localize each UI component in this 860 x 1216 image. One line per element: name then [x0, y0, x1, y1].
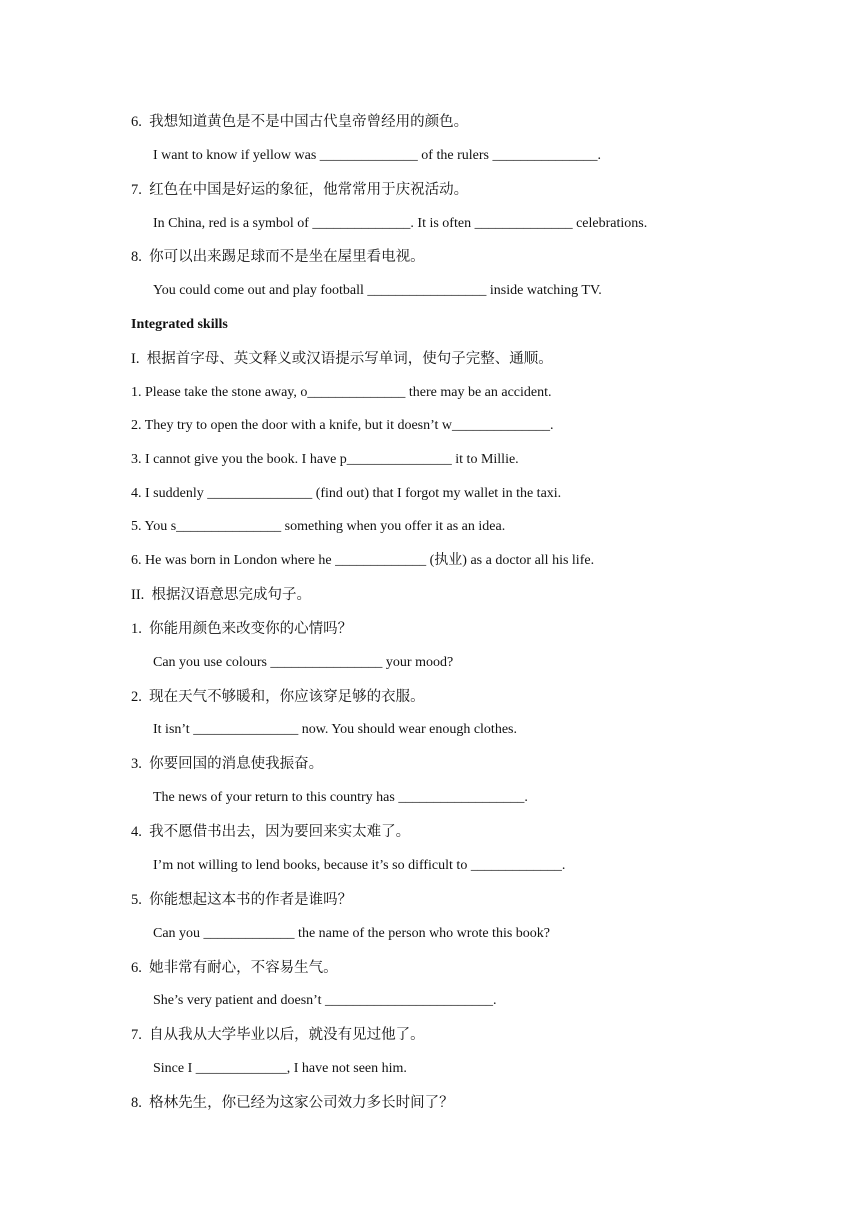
- question-6-chinese: 6. 我想知道黄色是不是中国古代皇帝曾经用的颜色。: [131, 114, 469, 130]
- section2-item-8-chinese: 8. 格林先生，你已经为这家公司效力多长时间了？: [131, 1095, 454, 1111]
- section1-item-1: 1. Please take the stone away, o______________ there may be an accident.: [131, 385, 552, 400]
- section1-item-2: 2. They try to open the door with a knife, but it doesn’t w______________.: [131, 418, 554, 433]
- question-7-chinese: 7. 红色在中国是好运的象征，他常常用于庆祝活动。: [131, 182, 469, 198]
- section-title: Integrated skills: [131, 317, 228, 332]
- section2-item-2-english: It isn’t _______________ now. You should wear enough clothes.: [153, 722, 517, 737]
- section2-item-4-english: I’m not willing to lend books, because it’s so difficult to _____________.: [153, 858, 566, 873]
- section2-item-7-chinese: 7. 自从我从大学毕业以后，就没有见过他了。: [131, 1027, 425, 1043]
- section2-item-3-chinese: 3. 你要回国的消息使我振奋。: [131, 756, 324, 772]
- section2-item-3-english: The news of your return to this country has __________________.: [153, 790, 528, 805]
- section1-item-6: 6. He was born in London where he _____________ (执业) as a doctor all his life.: [131, 553, 595, 568]
- question-8-chinese: 8. 你可以出来踢足球而不是坐在屋里看电视。: [131, 249, 425, 265]
- section2-item-1-english: Can you use colours ________________ your mood?: [153, 655, 454, 670]
- section2-item-5-chinese: 5. 你能想起这本书的作者是谁吗？: [131, 892, 353, 908]
- question-8-english: You could come out and play football _________________ inside watching TV.: [153, 283, 602, 298]
- section2-item-4-chinese: 4. 我不愿借书出去，因为要回来实太难了。: [131, 824, 411, 840]
- section1-item-3: 3. I cannot give you the book. I have p_______________ it to Millie.: [131, 452, 519, 467]
- section2-item-7-english: Since I _____________, I have not seen him.: [153, 1061, 407, 1076]
- section2-heading: II. 根据汉语意思完成句子。: [131, 587, 312, 603]
- section2-item-6-chinese: 6. 她非常有耐心，不容易生气。: [131, 960, 338, 976]
- section2-item-6-english: She’s very patient and doesn’t ________________________.: [153, 993, 497, 1008]
- section2-item-2-chinese: 2. 现在天气不够暖和，你应该穿足够的衣服。: [131, 689, 425, 705]
- section1-item-4: 4. I suddenly _______________ (find out) that I forgot my wallet in the taxi.: [131, 486, 562, 501]
- section2-item-5-english: Can you _____________ the name of the person who wrote this book?: [153, 926, 550, 941]
- section1-item-5: 5. You s_______________ something when you offer it as an idea.: [131, 519, 506, 534]
- question-6-english: I want to know if yellow was ______________ of the rulers _______________.: [153, 148, 601, 163]
- section2-item-1-chinese: 1. 你能用颜色来改变你的心情吗？: [131, 621, 353, 637]
- question-7-english: In China, red is a symbol of ______________. It is often ______________ celebrations.: [153, 216, 648, 231]
- section1-heading: I. 根据首字母、英文释义或汉语提示写单词，使句子完整、通顺。: [131, 351, 553, 367]
